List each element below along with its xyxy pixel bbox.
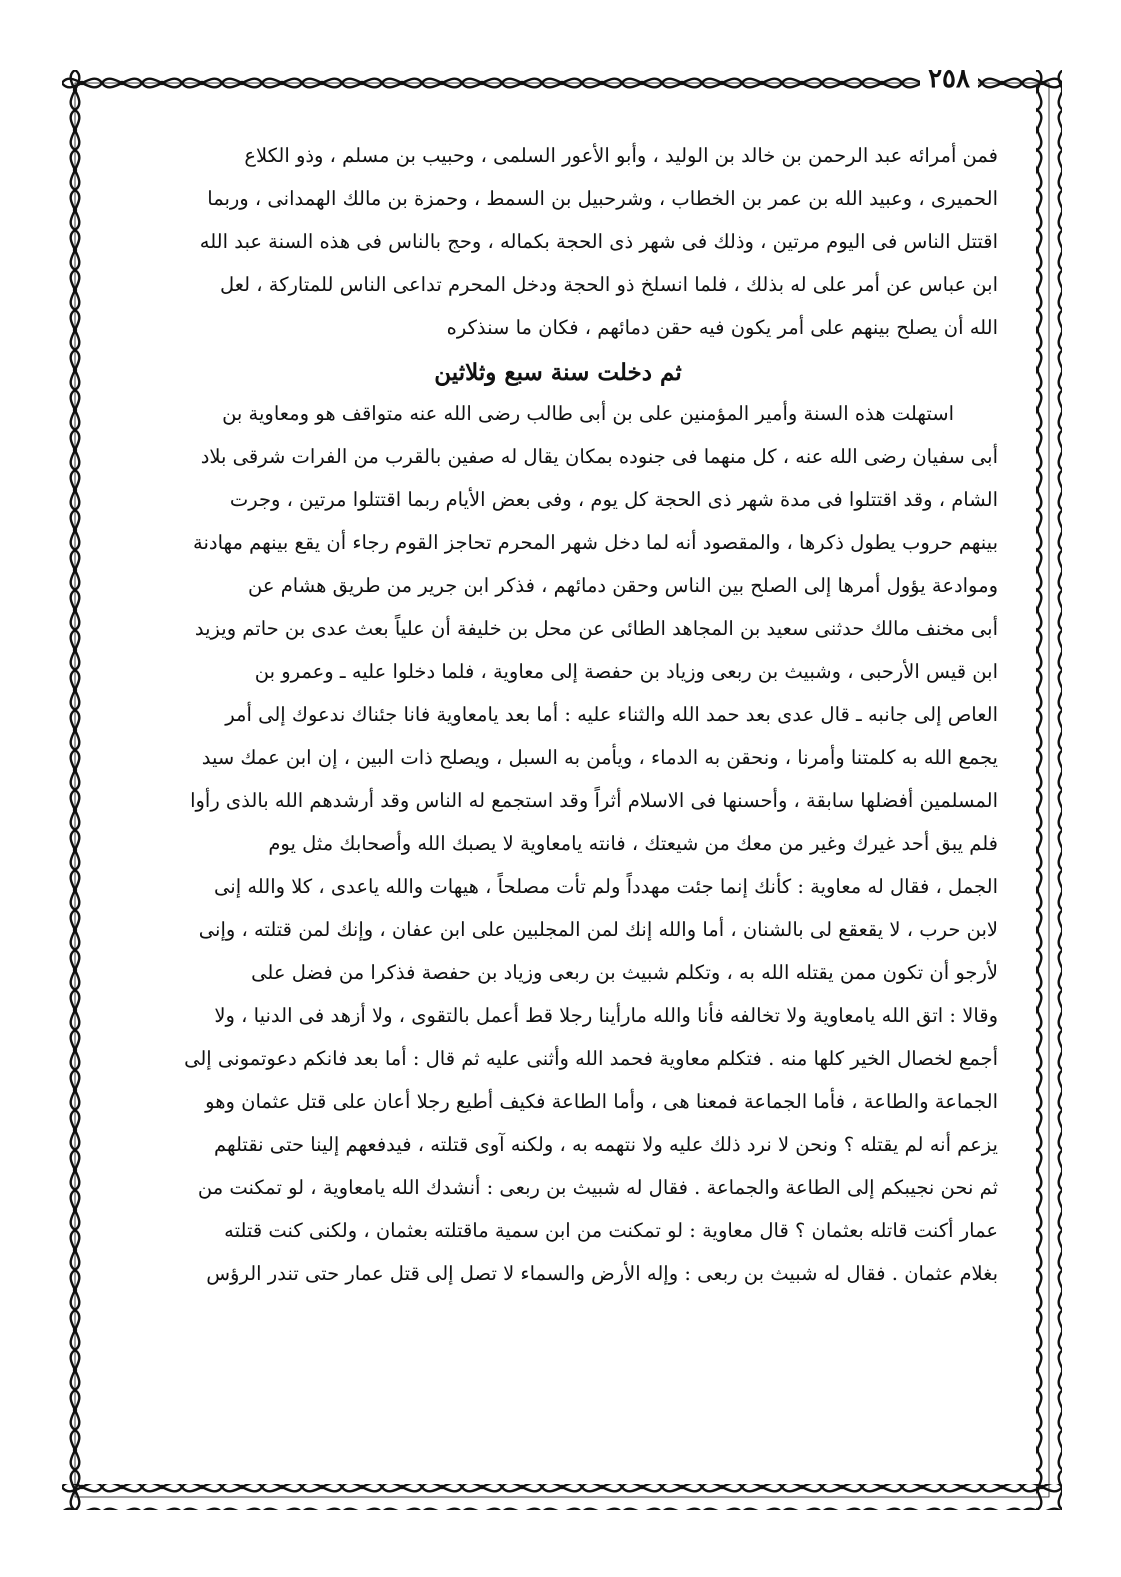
- page-body: [118, 140, 998, 1301]
- text-line: فلم يبق أحد غيرك وغير من معك من شيعتك ، فانته يامعاوية لا يصبك الله وأصحابك مثل يوم: [268, 832, 998, 855]
- text-line: الله أن يصلح بينهم على أمر يكون فيه حقن دمائهم ، فكان ما سنذكره: [446, 316, 998, 339]
- text-line: استهلت هذه السنة وأمير المؤمنين على بن أبى طالب رضى الله عنه متواقف هو ومعاوية بن: [222, 402, 954, 425]
- text-line: لأرجو أن تكون ممن يقتله الله به ، وتكلم شبيث بن ربعى وزياد بن حفصة فذكرا من فضل على: [251, 961, 998, 984]
- paragraph-2: [118, 398, 998, 1301]
- paragraph-1: [118, 140, 998, 355]
- text-line: بينهم حروب يطول ذكرها ، والمقصود أنه لما دخل شهر المحرم تحاجز القوم رجاء أن يقع بينهم مهادنة: [193, 531, 998, 554]
- text-line: اقتتل الناس فى اليوم مرتين ، وذلك فى شهر ذى الحجة بكماله ، وحج بالناس فى هذه السنة عبد الله: [199, 230, 998, 253]
- text-line: وقالا : اتق الله يامعاوية ولا تخالفه فأنا والله مارأينا رجلا قط أعمل بالتقوى ، ولا أزهد فى الدنيا ، ولا: [214, 1004, 998, 1027]
- text-line: الجمل ، فقال له معاوية : كأنك إنما جئت مهدداً ولم تأت مصلحاً ، هيهات والله ياعدى ، كلا والله إنى: [214, 875, 998, 898]
- text-line: يجمع الله به كلمتنا وأمرنا ، ونحقن به الدماء ، ويأمن به السبل ، ويصلح ذات البين ، إن ابن عمك سيد: [201, 746, 998, 769]
- text-line: بغلام عثمان . فقال له شبيث بن ربعى : وإله الأرض والسماء لا تصل إلى قتل عمار حتى تندر الرؤس: [206, 1262, 998, 1285]
- text-line: فمن أمرائه عبد الرحمن بن خالد بن الوليد ، وأبو الأعور السلمى ، وحبيب بن مسلم ، وذو الكلاع: [244, 144, 998, 167]
- text-line: لابن حرب ، لا يقعقع لى بالشنان ، أما والله إنك لمن المجلبين على ابن عفان ، وإنك لمن قتلته ، وإنى: [198, 918, 998, 941]
- text-line: الحميرى ، وعبيد الله بن عمر بن الخطاب ، وشرحبيل بن السمط ، وحمزة بن مالك الهمدانى ، وربما: [207, 187, 998, 210]
- text-line: أبى سفيان رضى الله عنه ، كل منهما فى جنوده بمكان يقال له صفين بالقرب من الفرات شرقى بلاد: [200, 445, 998, 468]
- text-line: الشام ، وقد اقتتلوا فى مدة شهر ذى الحجة كل يوم ، وفى بعض الأيام ربما اقتتلوا مرتين ، وجرت: [229, 488, 998, 511]
- text-line: أجمع لخصال الخير كلها منه . فتكلم معاوية فحمد الله وأثنى عليه ثم قال : أما بعد فانكم دعوتمونى إلى: [184, 1047, 998, 1070]
- text-line: عمار أكنت قاتله بعثمان ؟ قال معاوية : لو تمكنت من ابن سمية ماقتلته بعثمان ، ولكنى كنت قتلته: [224, 1219, 998, 1242]
- text-line: يزعم أنه لم يقتله ؟ ونحن لا نرد ذلك عليه ولا نتهمه به ، ولكنه آوى قتلته ، فيدفعهم إلينا حتى نقتلهم: [214, 1133, 998, 1156]
- text-line: وموادعة يؤول أمرها إلى الصلح بين الناس وحقن دمائهم ، فذكر ابن جرير من طريق هشام عن: [248, 574, 998, 597]
- text-line: أبى مخنف مالك حدثنى سعيد بن المجاهد الطائى عن محل بن خليفة أن علياً بعث عدى بن حاتم ويزيد: [194, 617, 998, 640]
- text-line: ثم نحن نجيبكم إلى الطاعة والجماعة . فقال له شبيث بن ربعى : أنشدك الله يامعاوية ، لو تمكنت من: [197, 1176, 998, 1199]
- text-line: ابن عباس عن أمر على له بذلك ، فلما انسلخ ذو الحجة ودخل المحرم تداعى الناس للمتاركة ، لعل: [219, 273, 998, 296]
- section-heading: ثم دخلت سنة سبع وثلاثين: [434, 359, 682, 386]
- page-number: ٢٥٨: [920, 64, 978, 94]
- text-line: المسلمين أفضلها سابقة ، وأحسنها فى الاسلام أثراً وقد استجمع له الناس وقد أرشدهم الله بالذى رأوا: [190, 789, 998, 812]
- text-line: الجماعة والطاعة ، فأما الجماعة فمعنا هى ، وأما الطاعة فكيف أطيع رجلا أعان على قتل عثمان وهو: [205, 1090, 998, 1113]
- text-line: ابن قيس الأرحبى ، وشبيث بن ربعى وزياد بن حفصة إلى معاوية ، فلما دخلوا عليه ـ وعمرو بن: [254, 660, 998, 683]
- text-line: العاص إلى جانبه ـ قال عدى بعد حمد الله والثناء عليه : أما بعد يامعاوية فانا جئناك ندعوك إلى أمر: [225, 703, 998, 726]
